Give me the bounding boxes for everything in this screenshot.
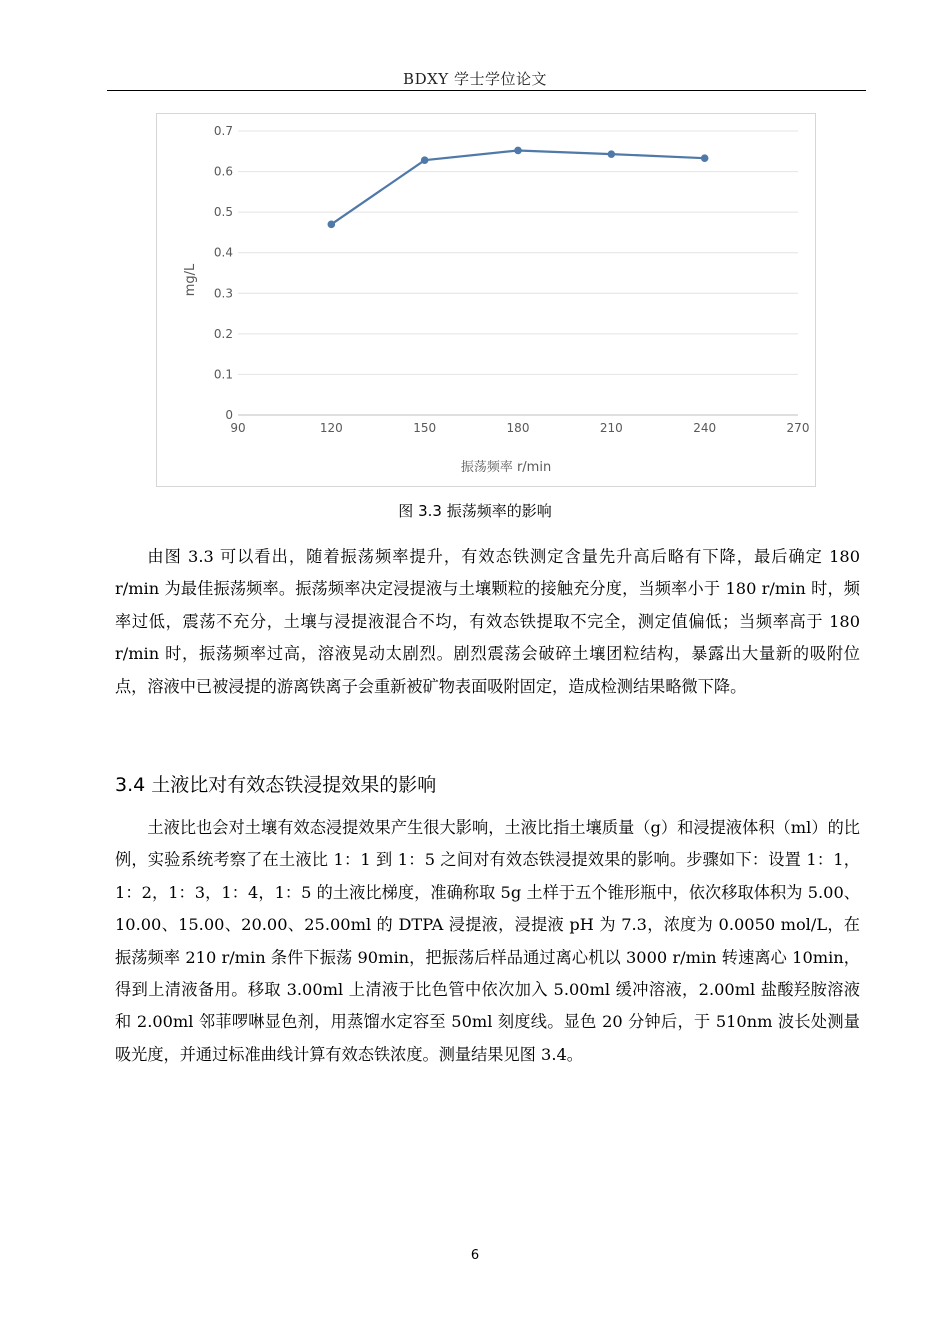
data-point [421,156,429,164]
body-paragraph-1: 由图 3.3 可以看出，随着振荡频率提升，有效态铁测定含量先升高后略有下降，最后确定 180 r/min 为最佳振荡频率。振荡频率决定浸提液与土壤颗粒的接触充分度，当频率小于 180 r/min 时，频率过低，震荡不充分，土壤与浸提液混合不均，有效态铁提取不完全，测定值偏低；当频率高于 180 r/min 时，振荡频率过高，溶液晃动太剧烈。剧烈震荡会破碎土壤团粒结构，暴露出大量新的吸附位点，溶液中已被浸提的游离铁离子会重新被矿物表面吸附固定，造成检测结果略微下降。 [115,547,860,696]
y-tick-label: 0.1 [213,367,233,382]
data-point [514,147,522,155]
x-tick-label: 240 [693,421,717,435]
x-tick-label: 150 [413,421,437,435]
series-line [331,150,704,224]
body-paragraph-2: 土液比也会对土壤有效态浸提效果产生很大影响，土液比指土壤质量（g）和浸提液体积（ml）的比例，实验系统考察了在土液比 1：1 到 1：5 之间对有效态铁浸提效果的影响。步骤如下：设置 1：1，1：2，1：3，1：4，1：5 的土液比梯度，准确称取 5g 土样于五个锥形瓶中，依次移取体积为 5.00、10.00、15.00、20.00、25.00ml 的 DTPA 浸提液，浸提液 pH 为 7.3，浓度为 0.0050 mol/L，在振荡频率 210 r/min 条件下振荡 90min，把振荡后样品通过离心机以 3000 r/min 转速离心 10min，得到上清液备用。移取 3.00ml 上清液于比色管中依次加入 5.00ml 缓冲溶液，2.00ml 盐酸羟胺溶液和 2.00ml 邻菲啰啉显色剂，用蒸馏水定容至 50ml 刻度线。显色 20 分钟后，于 510nm 波长处测量吸光度，并通过标准曲线计算有效态铁浓度。测量结果见图 3.4。 [115,818,860,1064]
x-tick-label: 210 [599,421,623,435]
x-tick-label: 180 [506,421,530,435]
line-chart [157,114,817,488]
data-point [608,150,616,158]
section-heading: 3.4 土液比对有效态铁浸提效果的影响 [115,774,437,796]
header-rule [107,90,866,91]
y-tick-label: 0.6 [213,164,233,179]
page-number: 6 [470,1248,480,1263]
data-point [701,154,709,162]
figure-caption: 图 3.3 振荡频率的影响 [398,502,552,520]
y-tick-label: 0.4 [213,245,233,260]
y-tick-label: 0.2 [213,326,233,341]
x-tick-label: 90 [230,421,246,435]
chart-frame [156,113,816,487]
y-tick-label: 0 [225,408,233,422]
y-tick-label: 0.5 [213,205,233,220]
y-tick-label: 0.3 [213,286,233,301]
x-axis-title: 振荡频率 r/min [460,460,552,475]
y-tick-label: 0.7 [213,124,233,138]
page-header-title: BDXY 学士学位论文 [403,70,547,88]
data-point [328,221,336,229]
y-axis-title: mg/L [183,263,198,297]
x-tick-label: 120 [319,421,343,435]
x-tick-label: 270 [786,421,810,435]
